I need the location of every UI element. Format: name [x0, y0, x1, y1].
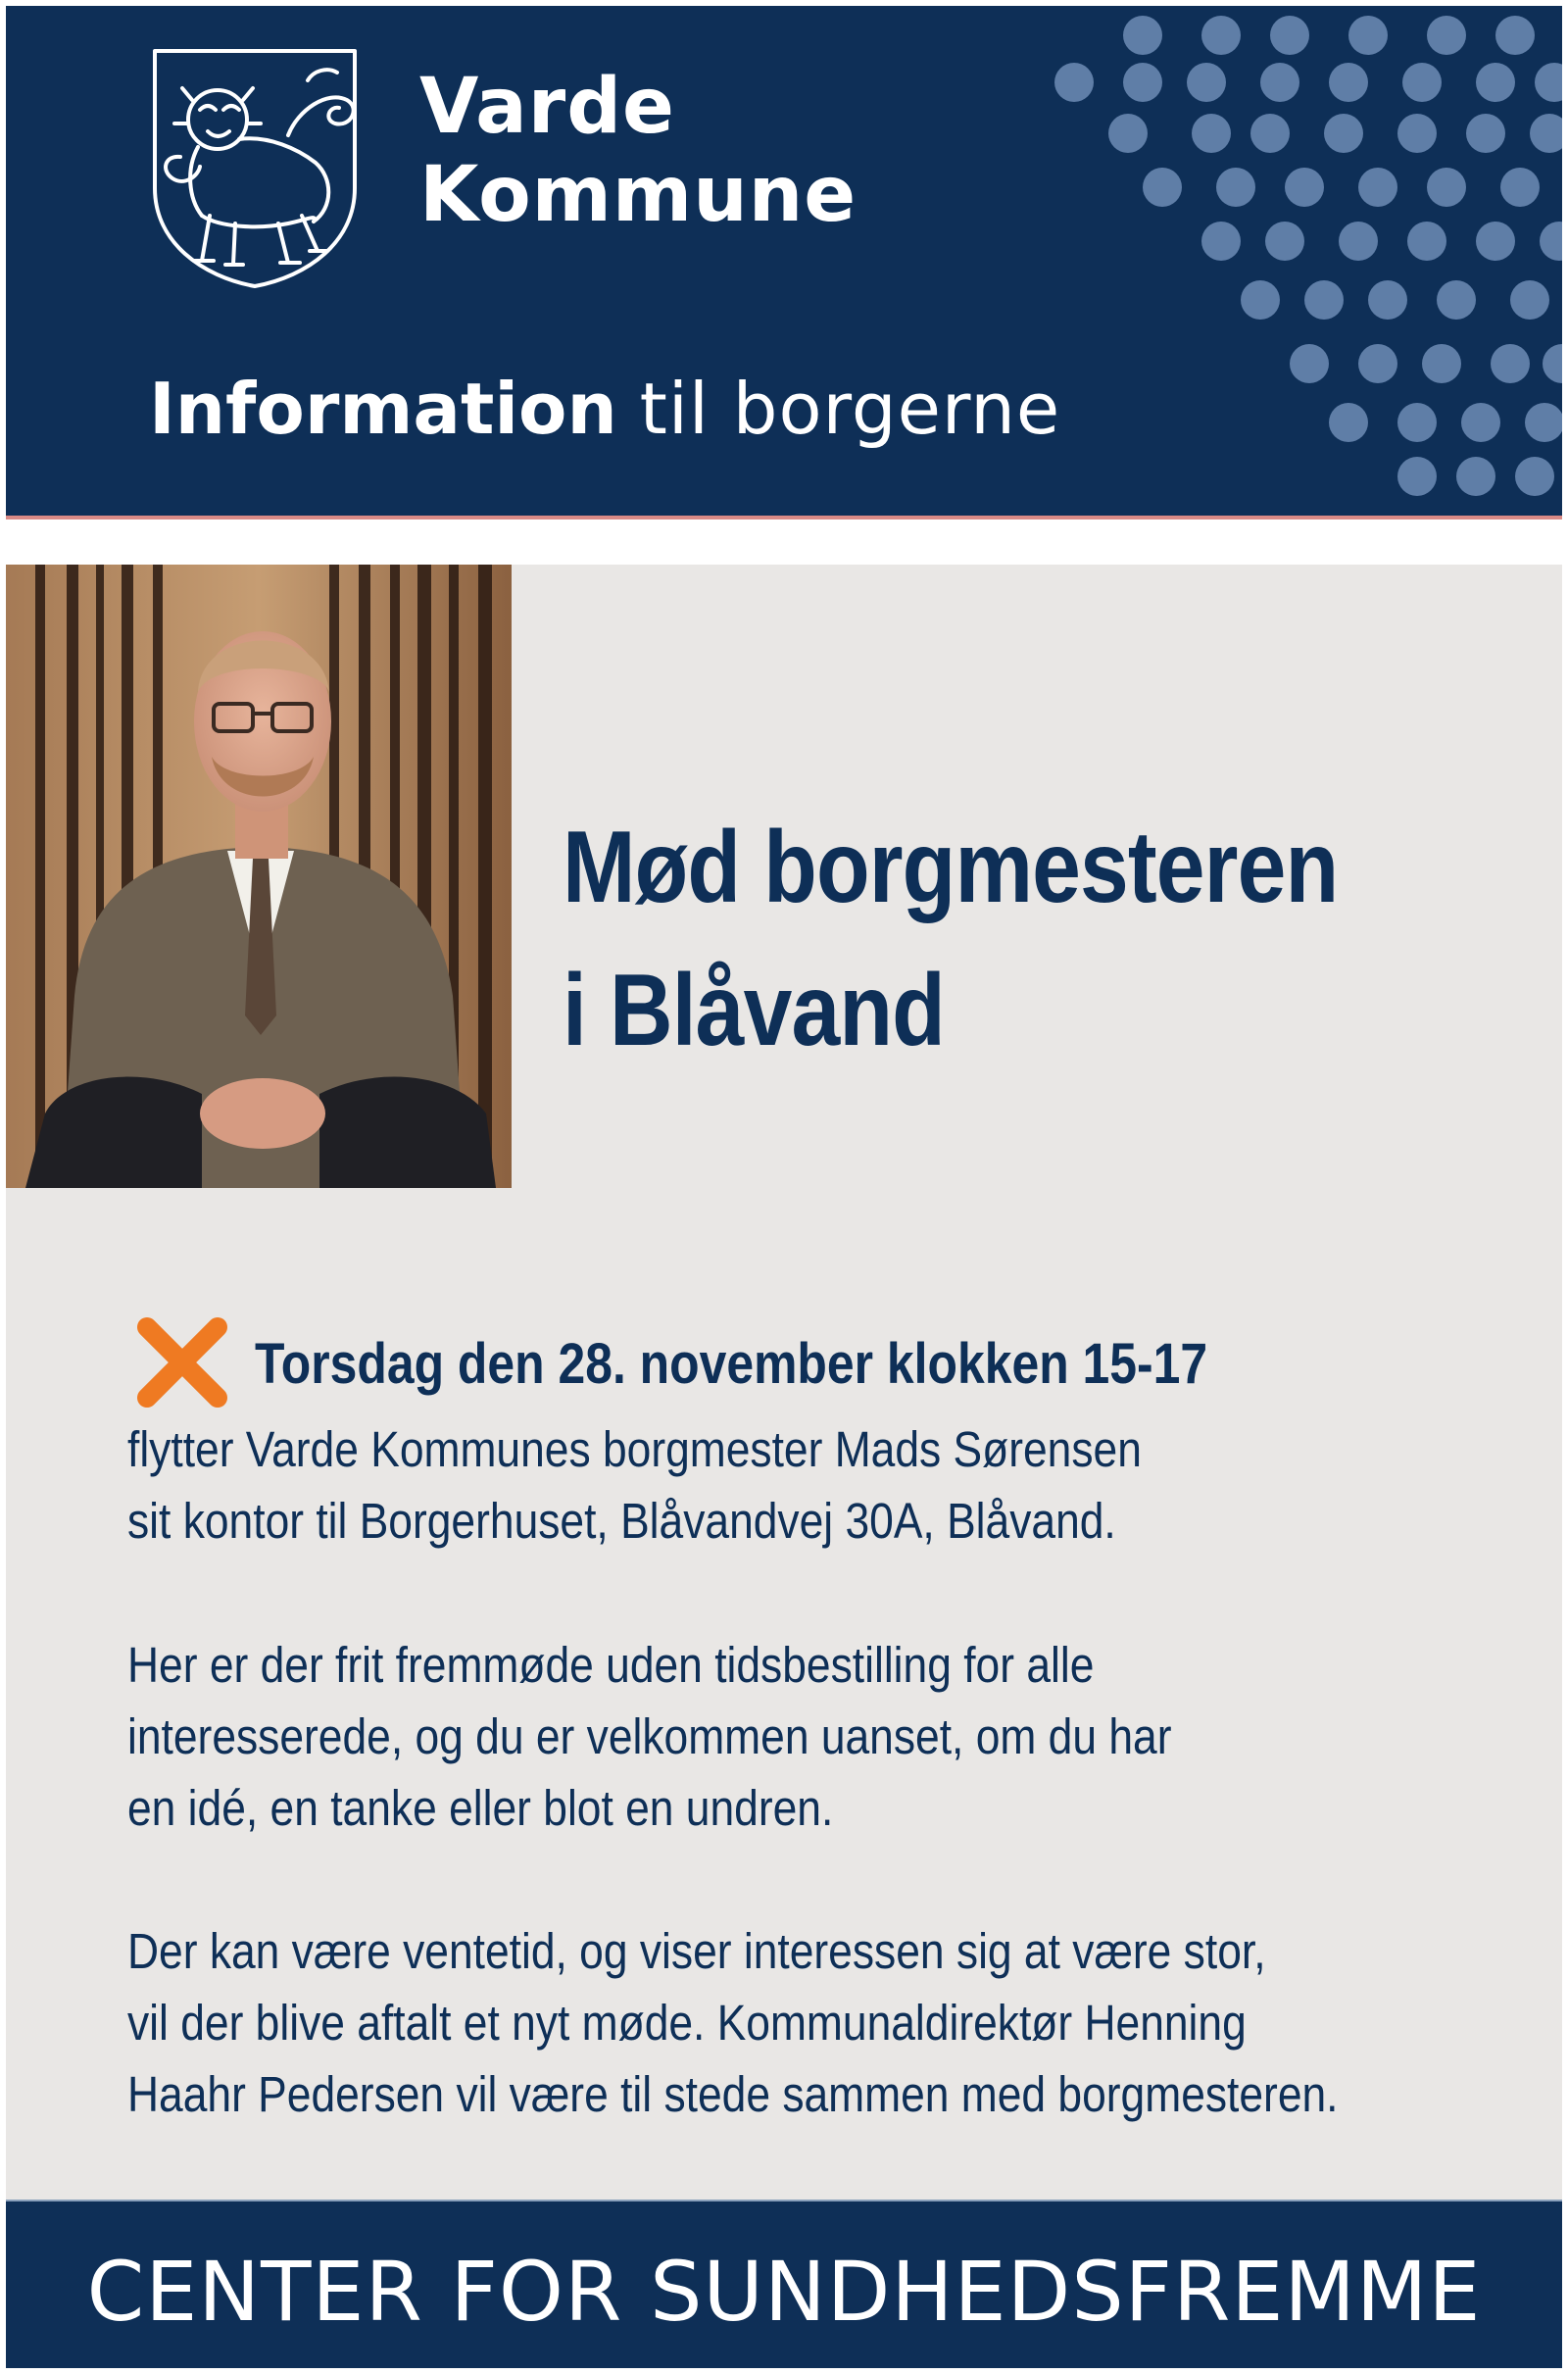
paragraph-line: Der kan være ventetid, og viser interessen sig at være stor, [127, 1923, 1266, 1979]
paragraph-location [127, 1413, 1142, 1557]
pattern-dot [1461, 403, 1500, 442]
paragraph-line: Her er der frit fremmøde uden tidsbestilling for alle [127, 1637, 1095, 1693]
pattern-dot [1192, 114, 1231, 153]
paragraph-line: flytter Varde Kommunes borgmester Mads Sørensen [127, 1421, 1142, 1477]
paragraph-line: Haahr Pedersen vil være til stede sammen med borgmesteren. [127, 2066, 1339, 2122]
header-banner [6, 6, 1562, 518]
tagline-bold: Information [149, 368, 617, 450]
pattern-dot [1437, 280, 1476, 320]
pattern-dot [1495, 16, 1535, 55]
pattern-dot [1187, 63, 1226, 102]
pattern-dot [1201, 16, 1241, 55]
pattern-dot [1108, 114, 1148, 153]
headline-line-2: i Blåvand [563, 954, 945, 1067]
pattern-dot [1466, 114, 1505, 153]
portrait-photo [6, 565, 512, 1188]
pattern-dot [1265, 222, 1304, 261]
brand-line-1: Varde [419, 63, 675, 151]
pattern-dot [1427, 168, 1466, 207]
pattern-dot [1456, 457, 1495, 496]
header-divider [6, 516, 1562, 519]
pattern-dot [1476, 63, 1515, 102]
headline [563, 796, 1338, 1082]
pattern-dot [1348, 16, 1388, 55]
pattern-dot [1123, 63, 1162, 102]
pattern-dot [1397, 457, 1437, 496]
pattern-dot [1324, 114, 1363, 153]
pattern-dot [1358, 344, 1397, 383]
pattern-dot [1358, 168, 1397, 207]
pattern-dot [1525, 403, 1562, 442]
pattern-dot [1427, 16, 1466, 55]
event-date-time: Torsdag den 28. november klokken 15-17 [255, 1332, 1208, 1396]
pattern-dot [1260, 63, 1299, 102]
pattern-dot [1329, 403, 1368, 442]
pattern-dot [1530, 114, 1562, 153]
pattern-dot [1540, 222, 1562, 261]
dot-pattern [1025, 6, 1562, 518]
paragraph-line: vil der blive aftalt et nyt møde. Kommunaldirektør Henning [127, 1995, 1247, 2051]
footer-banner [6, 2201, 1562, 2368]
paragraph-line: sit kontor til Borgerhuset, Blåvandvej 30A, Blåvand. [127, 1493, 1116, 1549]
pattern-dot [1500, 168, 1540, 207]
pattern-dot [1241, 280, 1280, 320]
paragraph-waiting [127, 1915, 1339, 2130]
pattern-dot [1402, 63, 1442, 102]
pattern-dot [1290, 344, 1329, 383]
pattern-dot [1407, 222, 1446, 261]
main-content [6, 565, 1562, 2207]
pattern-dot [1270, 16, 1309, 55]
pattern-dot [1510, 280, 1549, 320]
tagline-light: til borgerne [639, 368, 1061, 450]
pattern-dot [1491, 344, 1530, 383]
pattern-dot [1123, 16, 1162, 55]
pattern-dot [1397, 403, 1437, 442]
pattern-dot [1476, 222, 1515, 261]
pattern-dot [1339, 222, 1378, 261]
footer-department: CENTER FOR SUNDHEDSFREMME [86, 2244, 1482, 2340]
pattern-dot [1143, 168, 1182, 207]
pattern-dot [1201, 222, 1241, 261]
paragraph-line: interesserede, og du er velkommen uanset, om du har [127, 1708, 1172, 1764]
pattern-dot [1216, 168, 1255, 207]
paragraph-line: en idé, en tanke eller blot en undren. [127, 1780, 834, 1836]
pattern-dot [1515, 457, 1554, 496]
brand-line-2: Kommune [419, 151, 858, 239]
pattern-dot [1422, 344, 1461, 383]
x-mark-icon [131, 1313, 233, 1411]
pattern-dot [1543, 344, 1562, 383]
municipality-name [419, 63, 857, 239]
pattern-dot [1054, 63, 1094, 102]
lion-crest-icon [141, 41, 368, 296]
pattern-dot [1250, 114, 1290, 153]
pattern-dot [1535, 63, 1562, 102]
pattern-dot [1285, 168, 1324, 207]
pattern-dot [1329, 63, 1368, 102]
tagline [149, 365, 1060, 453]
paragraph-attendance [127, 1629, 1171, 1844]
pattern-dot [1397, 114, 1437, 153]
pattern-dot [1368, 280, 1407, 320]
headline-line-1: Mød borgmesteren [563, 811, 1339, 924]
pattern-dot [1304, 280, 1344, 320]
